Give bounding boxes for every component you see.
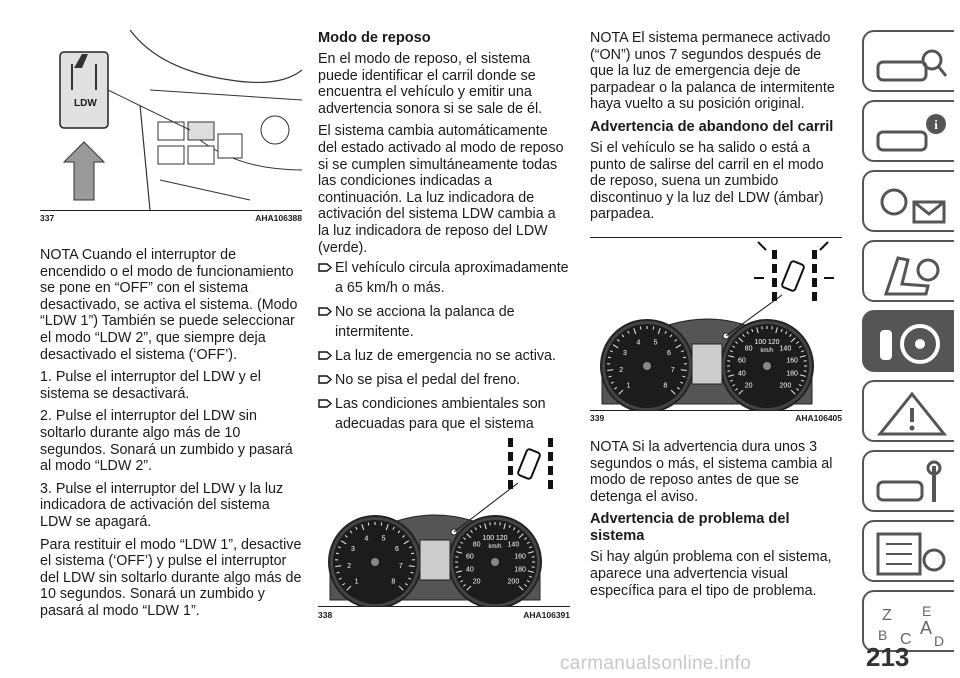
gauge-tick-label: 200 — [507, 578, 520, 586]
column-2 — [318, 30, 570, 620]
speedometer-gauge — [449, 516, 541, 606]
condition-item — [318, 346, 570, 366]
figure-338 — [318, 434, 570, 607]
figure-caption — [590, 411, 842, 423]
gauge-tick-label: 120 — [767, 338, 780, 346]
figure-337 — [40, 30, 302, 211]
gauge-tick-label: 3 — [351, 546, 355, 554]
gauge-tick-label: 2 — [619, 366, 624, 374]
body-paragraph: Si hay algún problema con el sistema, aparece una advertencia visual específica para el tipo de problema. — [590, 549, 832, 599]
watermark: carmanualsonline.info — [560, 653, 752, 674]
gauge-tick-label: 4 — [364, 535, 369, 543]
condition-text: Las condiciones ambientales son adecuadas para que el sistema — [335, 396, 546, 433]
gauge-tick-label: 1 — [626, 382, 631, 390]
column-3 — [590, 30, 842, 605]
speedometer-gauge — [721, 320, 813, 410]
info-display — [692, 344, 722, 384]
condition-text: No se pisa el pedal del freno. — [335, 372, 521, 389]
gauge-tick-label: 160 — [786, 357, 798, 365]
figure-code: AHA106391 — [523, 610, 570, 620]
svg-text:B: B — [878, 627, 888, 643]
gauge-tick-label: 3 — [623, 350, 627, 358]
gauge-tick-label: 60 — [737, 357, 746, 365]
seat-airbag-icon — [872, 250, 952, 298]
note-paragraph: NOTA Si la advertencia dura unos 3 segundos o más, el sistema cambia al modo de reposo antes de que se detenga el aviso. — [590, 438, 833, 505]
column-1 — [40, 30, 302, 625]
gauge-tick-label: 20 — [472, 578, 481, 586]
alphabet-index-icon — [872, 600, 952, 648]
svg-text:i: i — [934, 117, 938, 132]
note-paragraph: NOTA Cuando el interruptor de encendido o el modo de funcionamiento se pone en “OFF” con el sistema desactivado, se activa el sistema. (Modo “LDW 1”) También se puede seleccionar el modo “LDW 2”, que siempre deja desactivado el sistema (‘OFF’). — [40, 247, 298, 363]
chapter-tab[interactable] — [862, 100, 954, 162]
bullet-icon — [318, 307, 332, 316]
gauge-tick-label: 8 — [391, 578, 396, 586]
gauge-tick-label: 40 — [465, 566, 474, 574]
gauge-tick-label: 180 — [786, 370, 798, 378]
condition-item — [318, 258, 570, 298]
gauge-tick-label: 20 — [744, 382, 753, 390]
figure-caption — [40, 211, 302, 223]
gauge-tick-label: 7 — [398, 562, 403, 570]
gauge-tick-label: 100 — [482, 534, 495, 542]
condition-text: No se acciona la palanca de intermitente. — [335, 304, 515, 341]
note-paragraph: NOTA El sistema permanece activado (“ON”) unos 7 segundos después de que la luz de emergencia deje de parpadear o la palanca de intermitente haya vuelto a su posición original. — [590, 30, 835, 113]
chapter-tab[interactable] — [862, 380, 954, 442]
gauge-tick-label: 100 — [754, 338, 767, 346]
section-heading: Advertencia de problema del sistema — [590, 511, 790, 545]
gauge-tick-label: 120 — [495, 534, 508, 542]
chapter-tab[interactable] — [862, 520, 954, 582]
body-paragraph: Si el vehículo se ha salido o está a punto de salirse del carril en el modo de reposo, suena un zumbido discontinuo y la luz del LDW (ámbar) parpadea. — [590, 139, 824, 223]
restore-paragraph: Para restituir el modo “LDW 1”, desactive el sistema (‘OFF’) y pulse el interruptor del LDW sin soltarlo durante algo más de 10 segundos. Sonará un zumbido y pasará al modo “LDW 1”. — [40, 536, 302, 619]
figure-caption — [318, 608, 570, 620]
chapter-tab[interactable] — [862, 170, 954, 232]
step-2: 2. Pulse el interruptor del LDW sin soltarlo durante algo más de 10 segundos. Sonará un zumbido y pasará al modo “LDW 2”. — [40, 408, 293, 475]
svg-text:E: E — [922, 603, 932, 619]
speed-unit-label: km/h — [760, 347, 774, 354]
condition-item — [318, 302, 570, 342]
gauge-tick-label: 6 — [667, 350, 671, 358]
gauge-tick-label: 4 — [636, 339, 641, 347]
gauge-tick-label: 40 — [737, 370, 746, 378]
condition-text: El vehículo circula aproximadamente a 65 km/h o más. — [335, 260, 569, 297]
figure-339 — [590, 237, 842, 411]
bullet-icon — [318, 263, 332, 272]
ldw-switch-illustration — [40, 30, 302, 210]
instrument-cluster-illustration — [318, 434, 570, 606]
svg-text:Z: Z — [882, 607, 892, 624]
gauge-tick-label: 140 — [779, 345, 792, 353]
body-paragraph: El sistema cambia automáticamente del estado activado al modo de reposo si se cumplen simultáneamente todas las condiciones indicadas a continuación. La luz indicadora de activación del sistema LDW cambia a la luz indicadora de reposo del LDW (verde). — [318, 123, 564, 256]
gauge-tick-label: 180 — [514, 566, 526, 574]
instrument-cluster-illustration — [590, 238, 842, 410]
chapter-tab[interactable] — [862, 240, 954, 302]
condition-text: La luz de emergencia no se activa. — [335, 348, 556, 365]
warning-triangle-icon — [872, 390, 952, 438]
gauge-tick-label: 60 — [465, 553, 474, 561]
ldw-button-label: LDW — [74, 98, 97, 109]
gauge-tick-label: 5 — [381, 535, 386, 543]
page-number: 213 — [866, 642, 910, 672]
tachometer-gauge — [601, 320, 693, 410]
tachometer-gauge — [329, 516, 421, 606]
bullet-icon — [318, 375, 332, 384]
figure-number: 338 — [318, 610, 333, 620]
cluster-group — [329, 515, 541, 606]
gauge-tick-label: 2 — [347, 562, 352, 570]
speed-unit-label: km/h — [488, 544, 502, 550]
gauge-tick-label: 80 — [472, 541, 481, 549]
condition-item — [318, 370, 570, 390]
steering-key-icon — [872, 320, 952, 368]
info-display — [420, 540, 450, 580]
figure-number: 339 — [590, 412, 605, 423]
gauge-tick-label: 140 — [507, 541, 520, 549]
figure-number: 337 — [40, 213, 55, 223]
figure-code: AHA106405 — [795, 412, 842, 423]
step-1: 1. Pulse el interruptor del LDW y el sistema se desactivará. — [40, 369, 261, 402]
gauge-tick-label: 5 — [653, 339, 658, 347]
gauge-tick-label: 160 — [514, 553, 526, 561]
body-paragraph: En el modo de reposo, el sistema puede identificar el carril donde se encuentra el vehículo y emitir una advertencia sonora si se sale de él. — [318, 51, 543, 117]
settings-list-icon — [872, 530, 952, 578]
step-3: 3. Pulse el interruptor del LDW y la luz indicadora de activación del sistema LDW se apagará. — [40, 480, 284, 530]
car-info-icon — [872, 110, 952, 158]
bullet-icon — [318, 399, 332, 408]
gauge-tick-label: 8 — [663, 382, 668, 390]
cluster-group — [601, 319, 813, 410]
chapter-tab[interactable] — [862, 30, 954, 92]
svg-text:C: C — [900, 631, 912, 648]
warning-lights-icon — [872, 180, 952, 228]
car-tools-icon — [872, 460, 952, 508]
svg-text:A: A — [920, 618, 933, 638]
gauge-tick-label: 200 — [779, 382, 792, 390]
car-search-icon — [872, 40, 952, 88]
chapter-tab[interactable] — [862, 310, 954, 372]
chapter-tab[interactable] — [862, 450, 954, 512]
section-heading: Modo de reposo — [318, 30, 431, 46]
figure-code: AHA106388 — [255, 213, 302, 223]
svg-text:D: D — [934, 633, 945, 648]
gauge-tick-label: 1 — [354, 578, 359, 586]
gauge-tick-label: 80 — [744, 345, 753, 353]
bullet-icon — [318, 351, 332, 360]
gauge-tick-label: 7 — [670, 366, 675, 374]
gauge-tick-label: 6 — [395, 546, 399, 554]
section-heading: Advertencia de abandono del carril — [590, 118, 834, 135]
